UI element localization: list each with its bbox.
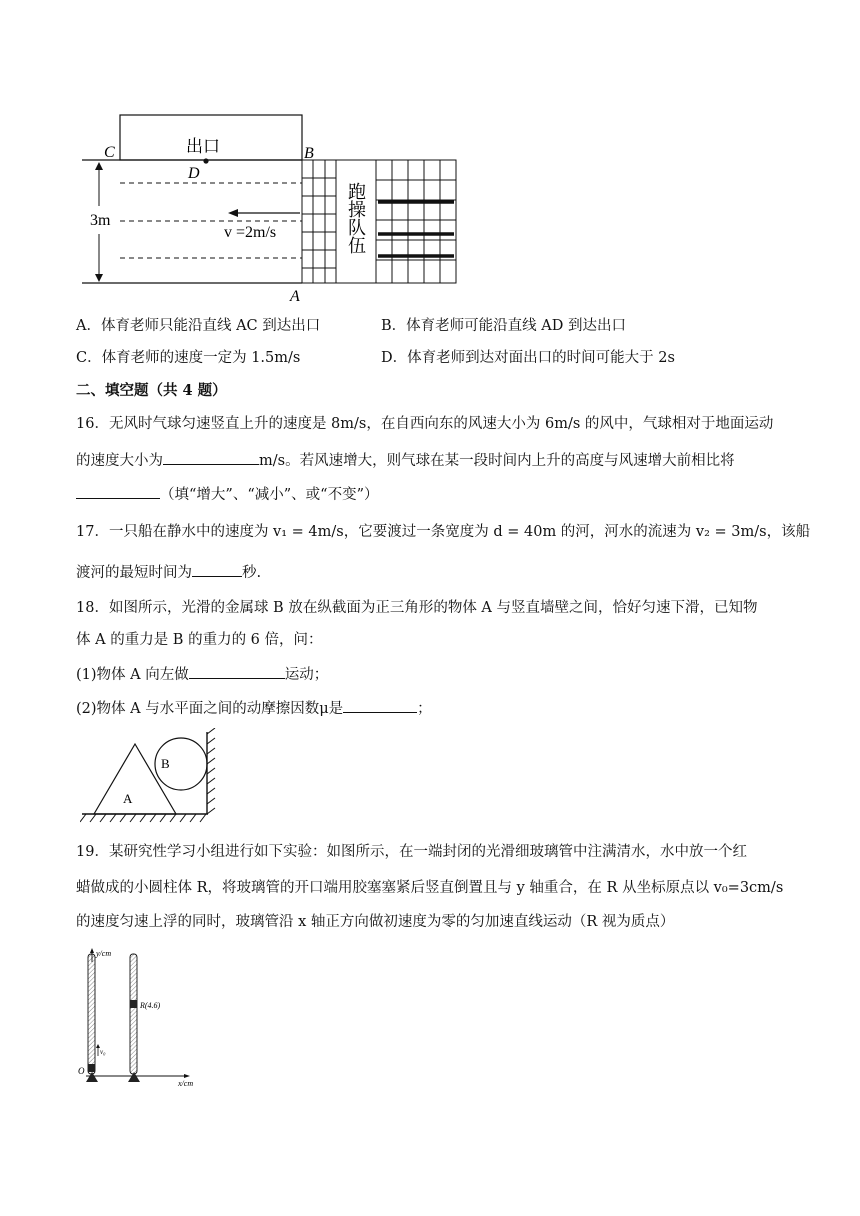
v0-label: v₀ [100, 1048, 106, 1056]
triangle-ball-figure [80, 728, 220, 828]
q18-sub1-text-a: (1)物体 A 向左做 [76, 667, 189, 683]
q17-line1: 17．一只船在静水中的速度为 v₁ = 4m/s，它要渡过一条宽度为 d = 40m 的河，河水的流速为 v₂ = 3m/s，该船 [76, 524, 811, 540]
triangle-label: A [123, 791, 133, 806]
q16-line2-text-a: 的速度大小为 [76, 453, 163, 469]
x-axis-label: x/cm [178, 1079, 194, 1088]
option-a: A．体育老师只能沿直线 AC 到达出口 [76, 318, 321, 334]
q18-answer-blank-1[interactable] [189, 664, 285, 679]
triangle-a [94, 744, 176, 814]
q16-line2-text-b: m/s。若风速增大，则气球在某一段时间内上升的高度与风速增大前相比将 [259, 453, 735, 469]
q19-line2: 蜡做成的小圆柱体 R，将玻璃管的开口端用胶塞塞紧后竖直倒置且与 y 轴重合，在 R 从坐标原点以 v₀=3cm/s [76, 880, 784, 896]
q16-answer-blank-2[interactable] [76, 484, 160, 499]
q19-line3: 的速度匀速上浮的同时，玻璃管沿 x 轴正方向做初速度为零的匀加速直线运动（R 视为质点） [76, 914, 675, 930]
label-d: D [188, 165, 200, 182]
velocity-label: v =2m/s [224, 224, 277, 241]
q17-line2-text-a: 渡河的最短时间为 [76, 565, 192, 581]
tube-2 [130, 954, 137, 1074]
y-axis-label: y/cm [96, 949, 112, 958]
q16-line3-text: （填“增大”、“减小”、或“不变”） [160, 487, 379, 503]
point-d [203, 158, 208, 163]
block-r-moved [130, 1000, 137, 1008]
q18-sub1 [76, 664, 328, 685]
section-heading: 二、填空题（共 4 题） [76, 382, 227, 399]
glass-tube-figure [72, 948, 212, 1096]
tube-1 [88, 954, 95, 1074]
q18-answer-blank-2[interactable] [343, 698, 417, 713]
exit-label: 出口 [186, 137, 220, 156]
q16-line3 [76, 484, 378, 505]
runner-grid-left [302, 160, 336, 283]
label-a: A [290, 288, 300, 305]
running-track-figure [82, 110, 472, 306]
ball-label: B [161, 756, 170, 771]
label-b: B [304, 145, 314, 162]
q18-line2: 体 A 的重力是 B 的重力的 6 倍，问： [76, 632, 323, 648]
option-c: C．体育老师的速度一定为 1.5m/s [76, 350, 301, 366]
r-label: R(4.6) [140, 1001, 161, 1010]
label-c: C [104, 144, 115, 161]
option-d: D．体育老师到达对面出口的时间可能大于 2s [381, 350, 675, 366]
q17-line2-text-b: 秒. [242, 565, 262, 581]
runner-grid-right [376, 160, 456, 283]
q16-line1: 16．无风时气球匀速竖直上升的速度是 8m/s，在自西向东的风速大小为 6m/s 的风中，气球相对于地面运动 [76, 416, 774, 432]
q18-line1: 18．如图所示，光滑的金属球 B 放在纵截面为正三角形的物体 A 与竖直墙壁之间，恰好匀速下滑，已知物 [76, 600, 758, 616]
q16-line2 [76, 450, 735, 471]
team-label: 跑操队伍 [346, 182, 366, 254]
block-r-origin [88, 1064, 95, 1072]
q18-sub2-text-b: ； [417, 701, 432, 717]
q17-line2 [76, 562, 261, 583]
origin-label: O [78, 1066, 85, 1076]
option-b: B．体育老师可能沿直线 AD 到达出口 [381, 318, 626, 334]
q16-answer-blank-1[interactable] [163, 450, 259, 465]
q19-line1: 19．某研究性学习小组进行如下实验：如图所示，在一端封闭的光滑细玻璃管中注满清水，水中放一个红 [76, 844, 747, 860]
q18-sub2 [76, 698, 432, 719]
q18-sub2-text-a: (2)物体 A 与水平面之间的动摩擦因数μ是 [76, 701, 344, 717]
q18-sub1-text-b: 运动； [284, 667, 329, 683]
width-label: 3m [90, 212, 111, 229]
q17-answer-blank[interactable] [192, 562, 242, 577]
